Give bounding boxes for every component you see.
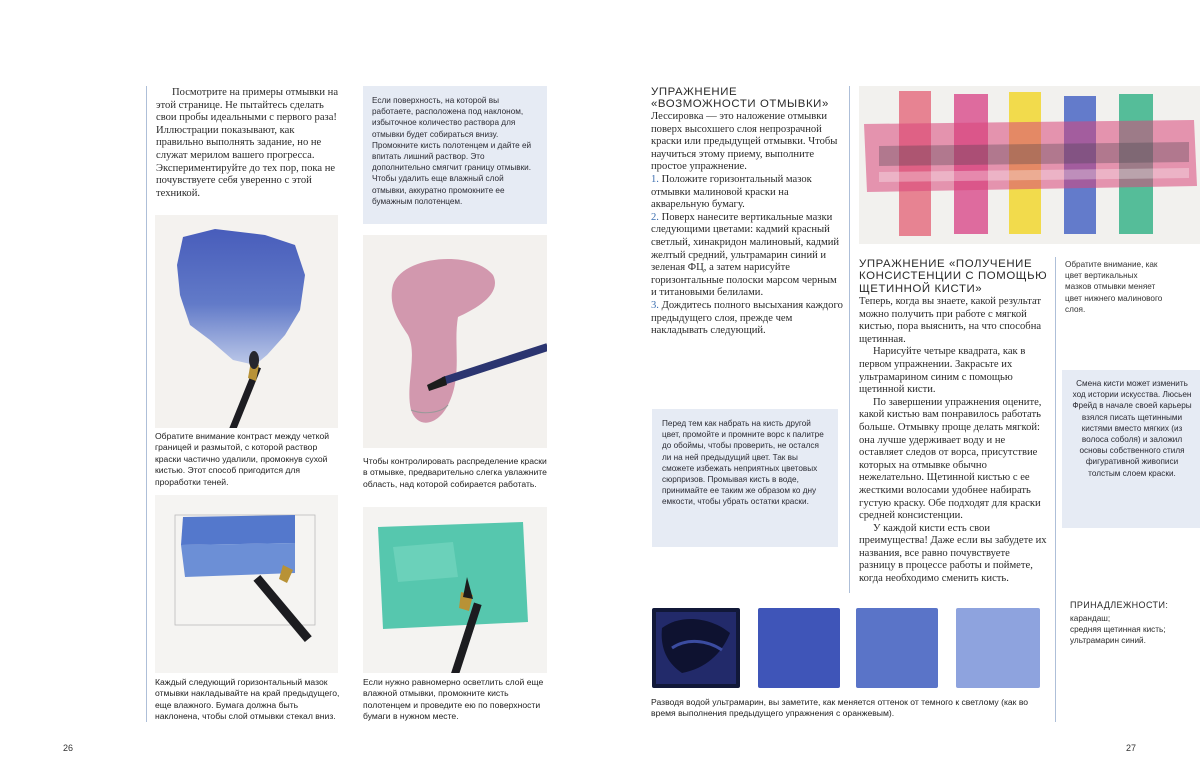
step-number: 3.	[651, 299, 659, 311]
pink-wash-illustration	[363, 235, 547, 448]
step-text: Поверх нанесите вертикальные мазки следующими цветами: кадмий красный светлый, хинакридон малиновый, кадмий желтый средний, ультрамарин синий и зеленая ФЦ, а затем нарисуйте горизонтальные полоски марсом черным и титановыми белилами.	[651, 211, 840, 299]
accessories-item: средняя щетинная кисть;	[1070, 625, 1166, 635]
exercise2-p2: Нарисуйте четыре квадрата, как в первом упражнении. Закрасьте их ультрамарином синим с помощью щетинной кисти.	[859, 346, 1026, 396]
page-number-left: 26	[63, 743, 74, 753]
step-number: 1.	[651, 173, 659, 185]
exercise1-title-line1: УПРАЖНЕНИЕ	[651, 86, 738, 98]
sidebar-rinse-text: Перед тем как набрать на кисть другой цвет, промойте и промните ворс к палитре до обоймы, чтобы проверить, не остался ли на ней предыдущий цвет. Так вы сможете избежать неприятных цветовых сюрпризов. Промывая кисть в воде, принимайте ее таким же образом ко дну емкости, чтобы убрать остатки краски.	[662, 419, 824, 507]
exercise1-intro: Лессировка — это наложение отмывки поверх высохшего слоя непрозрачной краски или предыдущей отмывки. Чтобы научиться этому приему, выполните простое упражнение.	[651, 111, 838, 173]
right-column-rule-1	[849, 86, 850, 593]
exercise2-title-line3: ЩЕТИННОЙ КИСТИ»	[859, 282, 983, 295]
exercise2-p4: У каждой кисти есть свои преимущества! Даже если вы забудете их названия, все равно почувствуете разницу в процессе работы и поймете, когда необходимо сменить кисть.	[859, 522, 1047, 585]
left-column-rule	[146, 86, 147, 722]
sidebar-freud-note	[1062, 370, 1200, 528]
exercise2-p3: По завершении упражнения оцените, какой кистью вам понравилось работать больше. Отмывку проще делать мягкой: она лучше удерживает воду и не оставляет следов от ворса, присутствие которых на отмывке обычно нежелательно. Щетинной кистью с ее жесткими волосами удобнее набирать густую краску. Обе подходят для краски средней консистенции.	[859, 396, 1042, 522]
note-vertical-strokes: Обратите внимание, как цвет вертикальных мазков отмывки меняет цвет нижнего малинового слоя.	[1065, 260, 1163, 314]
glazing-stripes-illustration	[859, 86, 1200, 244]
accessories-item: карандаш;	[1070, 614, 1111, 623]
accessories-box	[1070, 600, 1200, 647]
accessories-title: ПРИНАДЛЕЖНОСТИ:	[1070, 600, 1169, 610]
sidebar-slope-text: Если поверхность, на которой вы работаете, расположена под наклоном, избыточное количество раствора для отмывки будет собираться внизу. Промокните кисть полотенцем и дайте ей впитать лишний раствор. Это дополнительно смягчит границу отмывки. Чтобы удалить еще влажный слой отмывки, аккуратно промокните ее бумажным полотенцем.	[372, 96, 532, 206]
dark-swatch-texture	[652, 608, 740, 688]
exercise2-body	[859, 296, 1047, 586]
exercise2-title	[859, 258, 1049, 295]
exercise2-title-line2: КОНСИСТЕНЦИИ С ПОМОЩЬЮ	[859, 270, 1048, 283]
photo-wash-blot	[155, 215, 338, 428]
sidebar-rinse-note	[652, 409, 838, 547]
swatch-medium-dark	[758, 608, 840, 688]
step-number: 2.	[651, 211, 659, 223]
caption-lighten: Если нужно равномерно осветлить слой еще влажной отмывки, промокните кисть полотенцем и проведите ею по поверхности бумаги в нужном месте.	[363, 677, 544, 722]
exercise1-step-1	[651, 174, 843, 212]
exercise1-body	[651, 111, 843, 338]
step-text: Положите горизонтальный мазок отмывки малиновой краски на акварельную бумагу.	[651, 173, 812, 211]
intro-paragraph: Посмотрите на примеры отмывки на этой странице. Не пытайтесь сделать свои пробы идеальными с первого раза! Иллюстрации показывают, как правильно выполнять задание, но не служат мерилом вашего прогресса. Экспериментируйте до тех пор, пока не почувствуете себя уверенно с этой техникой.	[156, 87, 339, 199]
accessories-item: ультрамарин синий.	[1070, 636, 1146, 646]
photo-green-wash	[363, 507, 547, 673]
blue-wash-illustration	[155, 215, 338, 428]
exercise2-p1: Теперь, когда вы знаете, какой результат можно получить при работе с мягкой кистью, пора выяснить, на что способна щетинная.	[859, 296, 1042, 345]
swatch-dark	[652, 608, 740, 688]
page-number-right: 27	[1126, 743, 1137, 753]
exercise1-step-3	[651, 300, 843, 338]
exercise1-title	[651, 86, 841, 111]
exercise1-title-line2: «ВОЗМОЖНОСТИ ОТМЫВКИ»	[651, 98, 829, 111]
caption-horizontal: Каждый следующий горизонтальный мазок отмывки накладывайте на край предыдущего, еще влажного. Бумага должна быть наклонена, чтобы слой отмывки стекал вниз.	[155, 677, 340, 722]
caption-contrast: Обратите внимание контраст между четкой границей и размытой, с которой раствор краски частично удалили, промокнув сухой кистью. Этот способ пригодится для проработки теней.	[155, 431, 330, 487]
right-column-rule-2	[1055, 257, 1056, 722]
photo-glazing-stripes	[859, 86, 1200, 244]
caption-control: Чтобы контролировать распределение краски в отмывке, предварительно слегка увлажните область, над которой собирается работать.	[363, 456, 547, 489]
sidebar-slope-note	[363, 86, 547, 224]
swatch-medium	[856, 608, 938, 688]
photo-pink-wash	[363, 235, 547, 448]
photo-horizontal-wash	[155, 495, 338, 673]
green-wash-illustration	[363, 507, 547, 673]
step-text: Дождитесь полного высыхания каждого предыдущего слоя, прежде чем накладывать следующий.	[651, 299, 843, 337]
horizontal-wash-illustration	[155, 495, 338, 673]
swatch-light	[956, 608, 1040, 688]
exercise2-title-line1: УПРАЖНЕНИЕ «ПОЛУЧЕНИЕ	[859, 258, 1033, 270]
exercise1-step-2	[651, 212, 843, 300]
caption-ultramarine: Разводя водой ультрамарин, вы заметите, как меняется оттенок от темного к светлому (как во время выполнения предыдущего упражнения с оранжевым).	[651, 697, 1029, 719]
sidebar-freud-text: Смена кисти может изменить ход истории искусства. Люсьен Фрейд в начале своей карьеры взялся писать щетинными кистями вместо мягких (из волоса соболя) и заложил основы собственного стиля фигуративной живописи толстым слоем краски.	[1072, 379, 1192, 478]
